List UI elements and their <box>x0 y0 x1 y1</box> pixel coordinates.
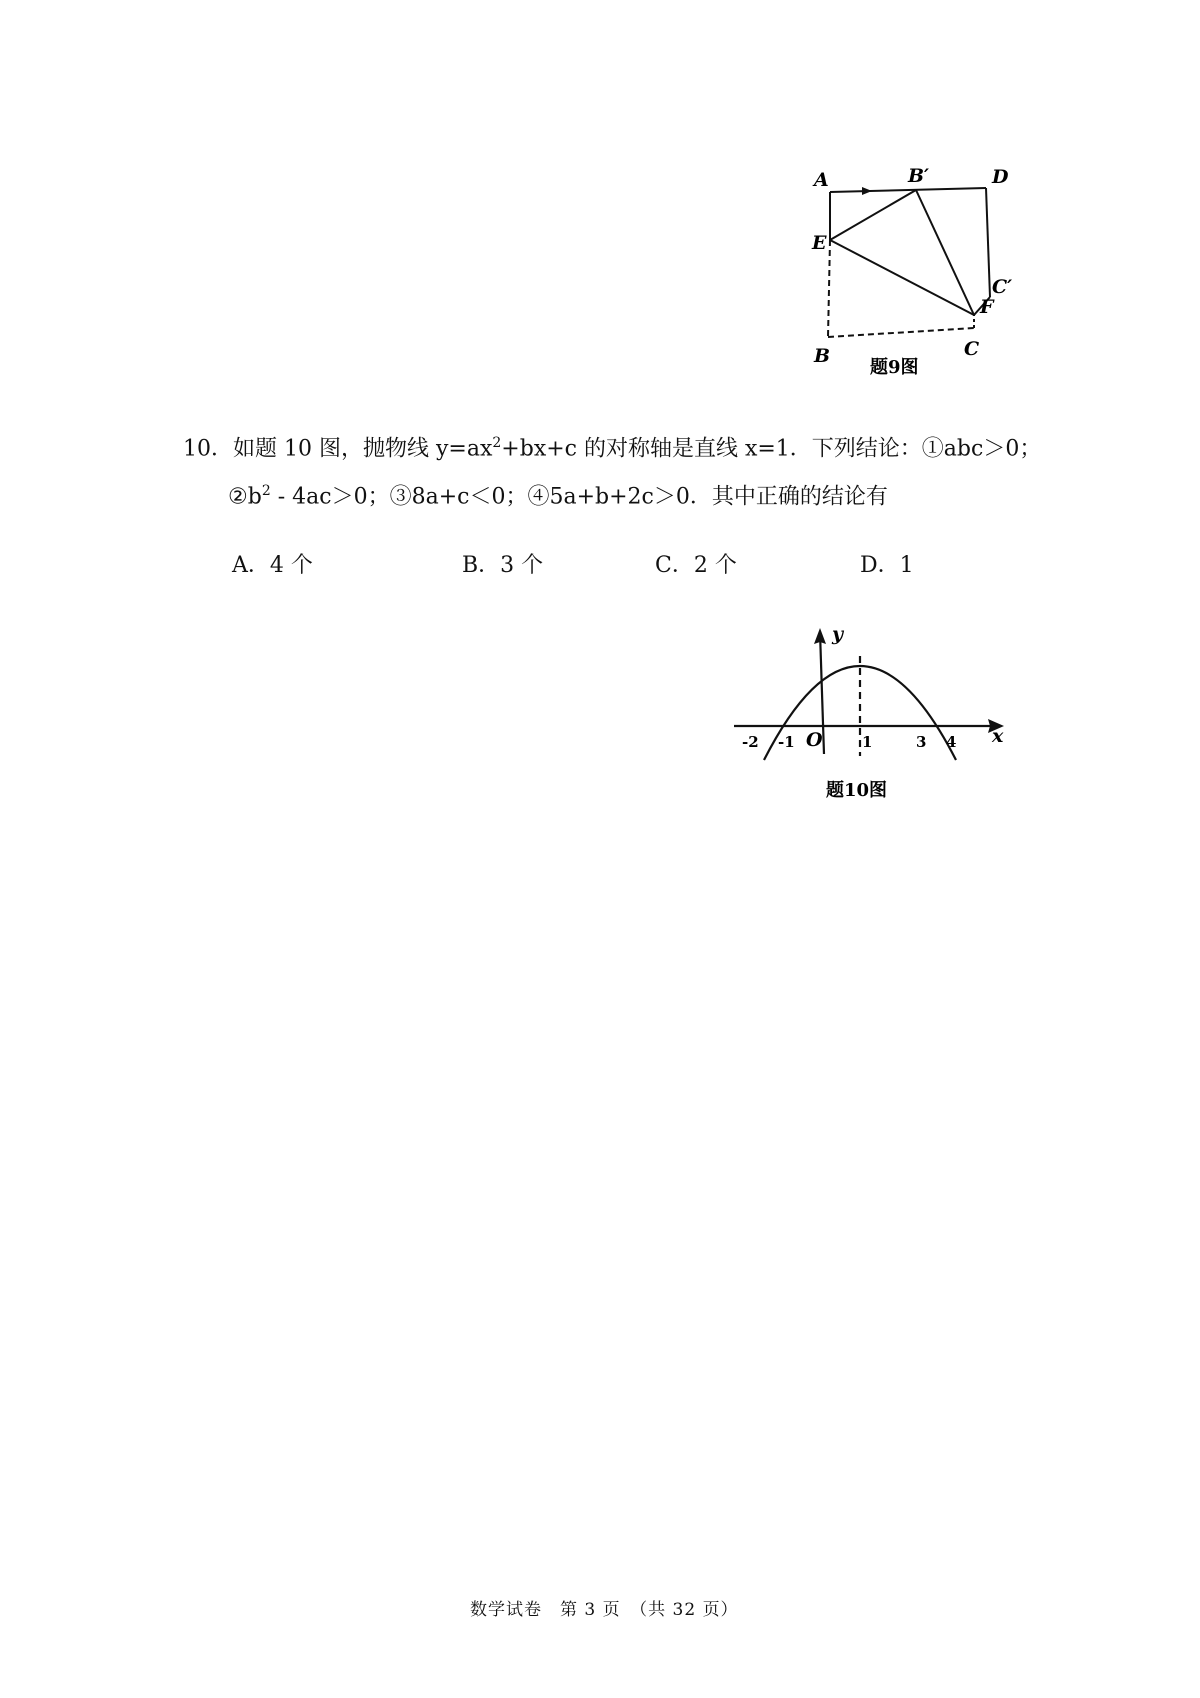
question-10-line-1 <box>183 428 1041 464</box>
figure-10-caption: 题10图 <box>826 780 888 801</box>
option-d[interactable]: D．1 <box>860 553 914 578</box>
question-number: 10． <box>183 436 233 462</box>
label-Bp: B′ <box>908 165 930 187</box>
tick-neg1: -1 <box>778 733 795 751</box>
label-C: C <box>964 338 980 360</box>
label-Cp: C′ <box>992 276 1013 298</box>
tick-4: 4 <box>946 733 957 751</box>
figure-9 <box>800 165 1030 380</box>
axis-y-label: y <box>832 624 844 645</box>
segment-EF <box>830 240 974 315</box>
arrow-mark <box>862 187 872 195</box>
superscript: 2 <box>492 435 502 451</box>
tick-1: 1 <box>862 733 873 751</box>
origin-label: O <box>806 729 823 751</box>
tick-neg2: -2 <box>742 733 759 751</box>
label-F: F <box>980 296 994 318</box>
question-10-line-2 <box>228 476 888 512</box>
segment-AD <box>830 188 986 192</box>
figure-9-caption: 题9图 <box>870 357 919 378</box>
segment-BpF <box>916 190 974 315</box>
superscript: 2 <box>261 483 271 499</box>
label-A: A <box>814 169 829 191</box>
question-text-part: +bx+c 的对称轴是直线 x=1．下列结论：①abc＞0； <box>501 436 1042 462</box>
segment-DCp <box>986 188 990 297</box>
label-B: B <box>814 345 831 367</box>
segment-EB-dashed <box>828 240 830 337</box>
tick-3: 3 <box>916 733 927 751</box>
page-footer: 数学试卷 第 3 页 （共 32 页） <box>470 1600 739 1620</box>
question-text-part: 如题 10 图，抛物线 y=ax <box>233 436 493 462</box>
label-D: D <box>992 166 1009 188</box>
figure-10 <box>728 624 1018 814</box>
question-text-part: - 4ac＞0；③8a+c＜0；④5a+b+2c＞0．其中正确的结论有 <box>270 484 888 510</box>
label-E: E <box>812 232 827 254</box>
option-b[interactable]: B．3 个 <box>462 553 544 578</box>
segment-BC-dashed <box>828 328 974 337</box>
axis-x-label: x <box>992 725 1004 747</box>
segment-EBp <box>830 190 916 240</box>
y-axis-arrow <box>814 628 826 644</box>
question-text-part: ②b <box>228 484 262 510</box>
option-c[interactable]: C．2 个 <box>655 553 737 578</box>
option-a[interactable]: A．4 个 <box>232 553 313 578</box>
